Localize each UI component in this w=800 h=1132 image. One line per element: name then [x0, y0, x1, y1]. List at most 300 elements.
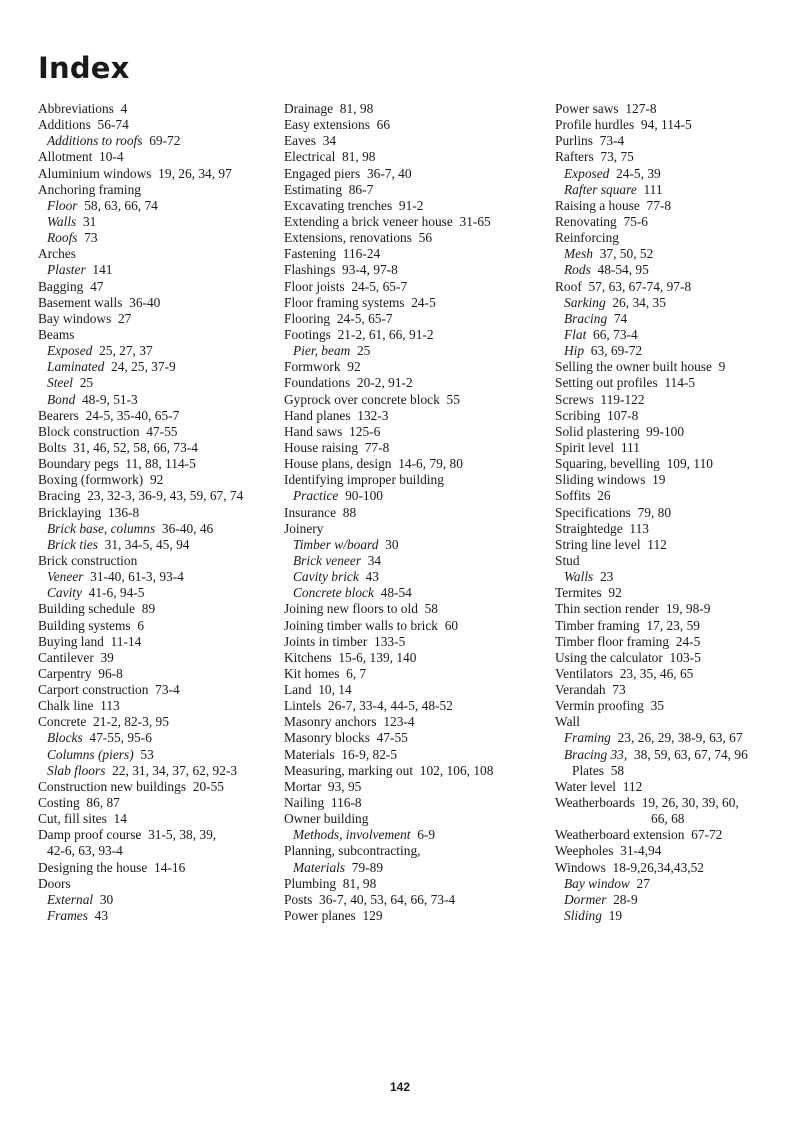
index-entry — [38, 101, 278, 117]
index-term: Bearers — [38, 407, 79, 423]
index-term: Gyprock over concrete block — [284, 391, 440, 407]
index-entry — [284, 262, 550, 278]
index-term: Exposed — [47, 343, 93, 359]
index-pages: 127-8 — [625, 101, 657, 116]
index-subentry — [38, 359, 278, 375]
index-pages: 24-5, 65-7 — [351, 278, 408, 294]
index-term: Nailing — [284, 795, 325, 811]
index-entry — [284, 634, 550, 650]
index-pages: 24, 25, 37-9 — [111, 359, 176, 375]
index-entry — [555, 779, 795, 795]
index-pages: 102, 106, 108 — [419, 762, 494, 778]
index-term: Hip — [564, 343, 585, 359]
index-pages: 24-5, 65-7 — [336, 310, 393, 326]
index-term: Power planes — [284, 908, 356, 924]
index-term: Excavating trenches — [284, 197, 393, 213]
index-term: Floor framing systems — [284, 294, 405, 310]
index-term: Allotment — [38, 149, 93, 165]
index-entry — [38, 149, 278, 165]
index-pages: 31-65 — [459, 213, 491, 229]
index-subentry — [555, 908, 795, 924]
index-entry — [38, 827, 278, 843]
index-term: Plaster — [47, 262, 86, 278]
page-title: Index — [38, 51, 130, 85]
index-entry — [284, 214, 550, 230]
index-term: Lintels — [284, 698, 322, 714]
index-pages: 136-8 — [107, 504, 140, 520]
index-term: Weepholes — [555, 843, 614, 859]
index-pages: 42-6, 63, 93-4 — [47, 843, 123, 859]
index-entry — [38, 117, 278, 133]
index-column-2 — [284, 101, 550, 924]
index-entry — [38, 666, 278, 682]
index-pages: 48-9, 51-3 — [81, 391, 138, 407]
index-subentry — [38, 133, 278, 149]
index-pages: 35 — [650, 698, 664, 714]
index-pages: 10, 14 — [318, 682, 352, 698]
index-entry — [38, 424, 278, 440]
index-pages: 77-8 — [646, 197, 672, 213]
index-subentry — [284, 343, 550, 359]
index-pages: 99-100 — [646, 423, 685, 439]
index-entry — [555, 214, 795, 230]
index-subentry — [284, 860, 550, 876]
index-entry — [38, 811, 278, 827]
index-term: Bolts — [38, 439, 67, 455]
index-entry — [284, 682, 550, 698]
index-term: Joints in timber — [284, 633, 368, 649]
index-subentry — [555, 763, 795, 779]
index-pages: 141 — [92, 262, 113, 278]
index-pages: 109, 110 — [666, 456, 713, 472]
index-pages: 41-6, 94-5 — [88, 585, 145, 601]
index-pages: 38, 59, 63, 67, 74, 96 — [633, 746, 748, 762]
index-pages: 123-4 — [383, 714, 415, 730]
index-entry — [284, 133, 550, 149]
index-subentry — [555, 876, 795, 892]
index-entry — [555, 472, 795, 488]
index-entry — [284, 601, 550, 617]
index-term: Bay window — [564, 875, 630, 891]
index-subentry — [38, 730, 278, 746]
index-term: Water level — [555, 778, 617, 794]
index-subentry — [38, 537, 278, 553]
index-pages: 47-55 — [146, 423, 178, 439]
index-entry — [555, 424, 795, 440]
index-term: Framing — [564, 730, 611, 746]
index-entry — [38, 505, 278, 521]
index-entry — [38, 795, 278, 811]
index-entry — [284, 521, 550, 537]
index-term: Planning, subcontracting, — [284, 843, 421, 859]
index-subentry — [38, 343, 278, 359]
index-pages: 94, 114-5 — [640, 117, 692, 133]
index-entry — [284, 730, 550, 746]
index-term: Floor joists — [284, 278, 345, 294]
index-entry — [555, 133, 795, 149]
index-pages: 19, 26, 30, 39, 60, — [641, 795, 739, 811]
index-column-3 — [555, 101, 795, 924]
index-subentry — [38, 569, 278, 585]
index-entry — [555, 698, 795, 714]
index-subentry — [555, 730, 795, 746]
index-pages: 34 — [367, 552, 382, 568]
index-term: Columns (piers) — [47, 746, 134, 762]
index-entry — [555, 408, 795, 424]
index-term: Aluminium windows — [38, 165, 152, 181]
index-term: Identifying improper building — [284, 472, 444, 488]
index-pages: 103-5 — [669, 649, 701, 665]
index-entry — [284, 295, 550, 311]
index-term: Sliding — [564, 908, 602, 924]
index-pages: 48-54 — [380, 585, 412, 601]
index-subentry — [284, 827, 550, 843]
index-pages: 125-6 — [349, 423, 381, 439]
index-term: Basement walls — [38, 294, 123, 310]
index-term: Arches — [38, 246, 76, 262]
index-subentry — [38, 230, 278, 246]
index-entry — [284, 714, 550, 730]
index-pages: 88 — [342, 504, 357, 520]
index-term: Weatherboard extension — [555, 827, 685, 843]
index-term: Masonry anchors — [284, 714, 377, 730]
index-entry — [38, 698, 278, 714]
index-entry — [38, 843, 278, 859]
index-term: Slab floors — [47, 762, 106, 778]
index-term: Squaring, bevelling — [555, 456, 660, 472]
index-entry — [284, 876, 550, 892]
index-term: Reinforcing — [555, 230, 619, 246]
index-term: Vermin proofing — [555, 698, 644, 714]
index-entry — [284, 375, 550, 391]
index-pages: 26 — [597, 488, 611, 504]
page-number: 142 — [389, 1080, 411, 1094]
index-entry — [38, 311, 278, 327]
index-pages: 73 — [84, 230, 98, 246]
index-term: Block construction — [38, 423, 140, 439]
index-entry — [284, 311, 550, 327]
index-entry — [38, 682, 278, 698]
index-pages: 31, 34-5, 45, 94 — [104, 536, 190, 552]
index-subentry — [38, 392, 278, 408]
index-term: Carpentry — [38, 665, 92, 681]
index-entry — [555, 634, 795, 650]
index-pages: 26-7, 33-4, 44-5, 48-52 — [327, 698, 453, 714]
index-subentry — [555, 892, 795, 908]
index-subentry — [38, 214, 278, 230]
index-term: Fastening — [284, 246, 337, 262]
index-pages: 90-100 — [345, 488, 383, 504]
index-term: Estimating — [284, 181, 343, 197]
index-term: Engaged piers — [284, 165, 361, 181]
index-entry — [284, 811, 550, 827]
index-term: Beams — [38, 326, 75, 342]
index-entry — [38, 553, 278, 569]
index-entry — [38, 279, 278, 295]
index-term: Pier, beam — [293, 343, 351, 359]
index-pages: 36-40, 46 — [161, 520, 214, 536]
index-pages: 113 — [629, 520, 649, 536]
index-entry — [38, 166, 278, 182]
index-subentry — [38, 521, 278, 537]
index-entry — [284, 246, 550, 262]
index-term: Building schedule — [38, 601, 136, 617]
index-term: Buying land — [38, 633, 104, 649]
index-pages: 19 — [608, 908, 623, 924]
index-pages: 48-54, 95 — [597, 262, 649, 278]
index-subentry — [284, 488, 550, 504]
index-pages: 17, 23, 59 — [646, 617, 700, 633]
index-pages: 31-4,94 — [620, 843, 662, 859]
index-term: Termites — [555, 585, 602, 601]
index-term: Materials — [293, 859, 346, 875]
index-pages: 93, 95 — [327, 778, 362, 794]
index-term: Formwork — [284, 359, 341, 375]
index-term: Sliding windows — [555, 472, 646, 488]
index-term: Spirit level — [555, 439, 615, 455]
index-term: Floor — [47, 197, 78, 213]
index-term: Blocks — [47, 730, 83, 746]
index-entry — [555, 149, 795, 165]
index-term: Masonry blocks — [284, 730, 370, 746]
index-pages: 116-8 — [330, 795, 362, 811]
index-term: Screws — [555, 391, 594, 407]
index-entry — [284, 101, 550, 117]
index-entry — [284, 747, 550, 763]
index-entry — [38, 295, 278, 311]
index-entry — [38, 714, 278, 730]
index-term: Designing the house — [38, 859, 148, 875]
index-term: Thin section render — [555, 601, 660, 617]
index-subentry — [284, 585, 550, 601]
index-entry — [38, 456, 278, 472]
index-entry — [284, 279, 550, 295]
index-term: Cavity brick — [293, 569, 359, 585]
index-pages: 81, 98 — [342, 149, 376, 165]
index-subentry — [555, 569, 795, 585]
index-pages: 53 — [140, 746, 154, 762]
index-term: Veneer — [47, 569, 84, 585]
index-term: House raising — [284, 439, 359, 455]
index-entry — [555, 553, 795, 569]
index-subentry — [555, 166, 795, 182]
index-term: Walls — [47, 213, 77, 229]
index-term: Cut, fill sites — [38, 811, 107, 827]
index-term: Laminated — [47, 359, 105, 375]
index-entry — [555, 795, 795, 811]
index-pages: 96-8 — [98, 665, 123, 681]
index-pages: 25 — [356, 343, 371, 359]
index-term: Brick ties — [47, 536, 98, 552]
index-term: Rafters — [555, 149, 594, 165]
index-pages: 91-2 — [398, 197, 424, 213]
index-entry — [284, 440, 550, 456]
index-pages: 81, 98 — [339, 101, 374, 116]
index-pages: 74 — [613, 310, 628, 326]
index-term: Measuring, marking out — [284, 762, 414, 778]
index-term: Methods, involvement — [293, 827, 411, 843]
index-subentry — [555, 295, 795, 311]
index-pages: 24-5 — [675, 633, 701, 649]
index-entry — [555, 827, 795, 843]
index-entry — [284, 408, 550, 424]
index-subentry — [38, 763, 278, 779]
index-pages: 56 — [418, 230, 433, 246]
index-term: Profile hurdles — [555, 117, 635, 133]
index-pages: 67-72 — [691, 827, 723, 843]
index-pages: 34 — [322, 133, 337, 149]
index-pages: 14 — [113, 811, 127, 827]
index-term: Renovating — [555, 213, 617, 229]
index-subentry — [38, 747, 278, 763]
index-subentry — [555, 262, 795, 278]
index-term: Bond — [47, 391, 76, 407]
index-term: Building systems — [38, 617, 131, 633]
index-term: Hand saws — [284, 423, 343, 439]
index-subentry — [555, 747, 795, 763]
index-term: Dormer — [564, 891, 607, 907]
index-pages: 57, 63, 67-74, 97-8 — [588, 278, 692, 294]
index-pages: 30 — [385, 536, 399, 552]
index-pages: 31 — [82, 213, 97, 229]
index-term: Bracing — [564, 310, 608, 326]
index-term: Ventilators — [555, 665, 614, 681]
index-term: Costing — [38, 795, 80, 811]
index-pages: 43 — [365, 569, 379, 585]
index-term: Selling the owner built house — [555, 359, 712, 375]
index-entry — [284, 198, 550, 214]
index-term: Kitchens — [284, 649, 332, 665]
index-term: Materials — [284, 746, 335, 762]
index-term: House plans, design — [284, 456, 392, 472]
index-term: Steel — [47, 375, 74, 391]
index-term: Brick construction — [38, 552, 138, 568]
index-term: Foundations — [284, 375, 351, 391]
index-term: Owner building — [284, 811, 369, 827]
index-pages: 19, 98-9 — [665, 601, 711, 617]
index-pages: 66, 73-4 — [593, 326, 638, 342]
index-pages: 63, 69-72 — [590, 343, 643, 359]
index-term: Joining new floors to old — [284, 601, 418, 617]
index-entry — [555, 521, 795, 537]
index-term: Specifications — [555, 504, 631, 520]
index-term: Chalk line — [38, 698, 94, 714]
index-entry — [38, 440, 278, 456]
index-entry — [38, 860, 278, 876]
index-term: Stud — [555, 552, 580, 568]
index-pages: 92 — [149, 472, 164, 488]
index-entry — [38, 634, 278, 650]
index-term: Purlins — [555, 133, 593, 149]
index-entry — [555, 505, 795, 521]
index-term: Drainage — [284, 101, 334, 116]
index-term: Flat — [564, 326, 587, 342]
index-pages: 60 — [444, 617, 459, 633]
index-pages: 16-9, 82-5 — [341, 746, 398, 762]
index-term: Bagging — [38, 278, 84, 294]
index-subentry — [284, 569, 550, 585]
index-entry — [284, 117, 550, 133]
index-pages: 111 — [643, 181, 663, 197]
index-pages: 6 — [137, 617, 145, 633]
index-entry — [284, 795, 550, 811]
index-pages: 107-8 — [607, 407, 639, 423]
index-pages: 86, 87 — [86, 795, 120, 811]
index-pages: 6, 7 — [346, 665, 367, 681]
index-term: Hand planes — [284, 407, 351, 423]
index-entry — [555, 359, 795, 375]
index-entry — [284, 392, 550, 408]
index-term: Brick base, columns — [47, 520, 156, 536]
index-subentry — [555, 343, 795, 359]
index-term: Mesh — [564, 246, 594, 262]
index-term: Using the calculator — [555, 649, 663, 665]
index-entry — [555, 456, 795, 472]
index-subentry — [38, 198, 278, 214]
index-term: Wall — [555, 714, 580, 730]
index-pages: 66 — [376, 117, 391, 133]
index-term: Eaves — [284, 133, 316, 149]
index-term: Additions — [38, 117, 91, 133]
index-pages: 77-8 — [364, 439, 390, 455]
index-term: String line level — [555, 536, 641, 552]
index-entry — [284, 182, 550, 198]
index-term: Timber floor framing — [555, 633, 670, 649]
index-pages: 27 — [117, 310, 132, 326]
index-term: Solid plastering — [555, 423, 640, 439]
index-pages: 93-4, 97-8 — [342, 262, 398, 278]
index-term: Mortar — [284, 778, 322, 794]
index-subentry — [38, 585, 278, 601]
index-pages: 66, 68 — [651, 811, 685, 827]
index-pages: 25, 27, 37 — [99, 343, 153, 359]
index-pages: 112 — [647, 536, 667, 552]
index-pages: 28-9 — [613, 891, 638, 907]
index-entry — [555, 440, 795, 456]
index-pages: 92 — [608, 585, 622, 601]
index-term: Additions to roofs — [47, 133, 143, 149]
index-term: Damp proof course — [38, 827, 142, 843]
index-entry — [38, 779, 278, 795]
index-term: Walls — [564, 569, 594, 585]
index-pages: 69-72 — [149, 133, 181, 149]
index-pages: 73, 75 — [600, 149, 634, 165]
index-subentry — [38, 375, 278, 391]
index-pages: 43 — [94, 908, 109, 924]
index-pages: 21-2, 82-3, 95 — [93, 714, 169, 730]
index-pages: 112 — [622, 778, 643, 794]
index-pages: 23, 32-3, 36-9, 43, 59, 67, 74 — [87, 488, 244, 504]
index-term: Bracing — [38, 488, 81, 504]
index-term: Concrete block — [293, 585, 374, 601]
index-entry — [38, 327, 278, 343]
index-pages: 58, 63, 66, 74 — [84, 197, 158, 213]
index-entry — [555, 860, 795, 876]
index-column-1 — [38, 101, 278, 924]
index-entry — [555, 101, 795, 117]
index-term: Brick veneer — [293, 552, 362, 568]
index-entry — [284, 327, 550, 343]
index-pages: 133-5 — [374, 633, 406, 649]
index-pages: 36-7, 40 — [366, 165, 412, 181]
index-term: Electrical — [284, 149, 336, 165]
index-term: Concrete — [38, 714, 87, 730]
index-subentry — [284, 537, 550, 553]
index-pages: 27 — [636, 875, 650, 891]
index-term: Raising a house — [555, 197, 640, 213]
index-pages: 11, 88, 114-5 — [125, 456, 196, 472]
index-term: Abbreviations — [38, 101, 114, 116]
